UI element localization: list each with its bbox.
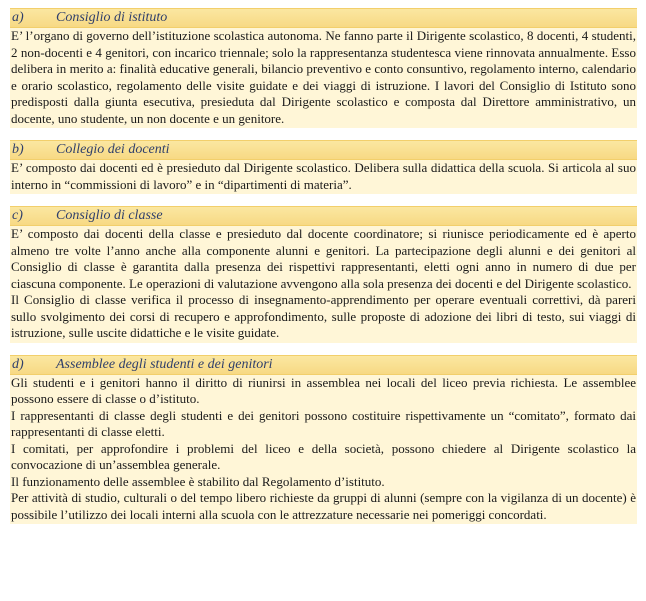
- document-page: [10, 8, 637, 524]
- paragraph: E’ composto dai docenti ed è presieduto dal Dirigente scolastico. Delibera sulla didattica della scuola. Si articola al suo interno in “commissioni di lavoro” e in “dipartimenti di materia”.: [11, 160, 636, 192]
- section-letter: d): [12, 356, 24, 372]
- paragraph: Gli studenti e i genitori hanno il diritto di riunirsi in assemblea nei locali del liceo previa richiesta. Le assemblee possono essere di classe o d’istituto.: [11, 374, 636, 406]
- paragraph: Il Consiglio di classe verifica il processo di insegnamento-apprendimento per operare eventuali correttivi, dà pareri sullo svolgimento dei corsi di recupero e approfondimento, sulle proposte di adozione dei libri di testo, sui viaggi di istruzione, sulle uscite didattiche e le visite guidate.: [11, 292, 636, 340]
- section-header: [10, 355, 637, 375]
- section-title: Consiglio di classe: [56, 208, 163, 223]
- paragraph: E’ composto dai docenti della classe e presieduto dal docente coordinatore; si riunisce periodicamente ed è aperto almeno tre volte l’anno anche alla componente alunni e genitori. La partecipazione degli alunni e dei genitori al Consiglio di classe è garantita dalla presenza dei rispettivi rappresentanti, eletti ogni anno in numero di due per ciascuna componente. Le operazioni di valutazione avvengono alla sola presenza dei docenti e del Dirigente scolastico.: [11, 226, 636, 291]
- section-letter: b): [12, 142, 24, 157]
- section-title: Assemblee degli studenti e dei genitori: [56, 356, 273, 372]
- section-consiglio-di-classe: [10, 206, 637, 343]
- section-header: [10, 8, 637, 28]
- paragraph: Per attività di studio, culturali o del tempo libero richieste da gruppi di alunni (sempre con la vigilanza di un docente) è possibile l’utilizzo dei locali interni alla scuola con le attrezzature necessarie nei pomeriggi concordati.: [11, 490, 636, 522]
- section-body: [10, 28, 637, 128]
- section-header: [10, 140, 637, 160]
- section-title: Collegio dei docenti: [56, 142, 170, 157]
- section-letter: c): [12, 208, 23, 223]
- section-title: Consiglio di istituto: [56, 10, 168, 25]
- section-letter: a): [12, 10, 24, 25]
- paragraph: Il funzionamento delle assemblee è stabilito dal Regolamento d’istituto.: [11, 473, 385, 489]
- paragraph: I rappresentanti di classe degli studenti e dei genitori possono costituire rispettivamente un “comitato”, formato dai rappresentanti di classe eletti.: [11, 407, 636, 439]
- section-body: [10, 375, 637, 525]
- section-header: [10, 206, 637, 226]
- section-body: [10, 226, 637, 343]
- paragraph: E’ l’organo di governo dell’istituzione scolastica autonoma. Ne fanno parte il Dirigente scolastico, 8 docenti, 4 studenti, 2 non-docenti e 4 genitori, con incarico triennale; solo la rappresentanza studentesca viene rinnovata annualmente. Esso delibera in merito a: finalità educative generali, bilancio preventivo e conto consuntivo, regolamento interno, calendario e orario scolastico, regolamento delle visite guidate e dei viaggi di istruzione. I lavori del Consiglio di Istituto sono predisposti dalla giunta esecutiva, presieduta dal Dirigente scolastico e composta dal Direttore amministrativo, un docente, uno studente, un non docente e un genitore.: [11, 28, 636, 126]
- section-collegio-dei-docenti: [10, 140, 637, 194]
- section-body: [10, 160, 637, 194]
- section-assemblee: [10, 355, 637, 525]
- paragraph: I comitati, per approfondire i problemi del liceo e della società, possono chiedere al Dirigente scolastico la convocazione di un’assemblea generale.: [11, 440, 636, 472]
- section-consiglio-di-istituto: [10, 8, 637, 128]
